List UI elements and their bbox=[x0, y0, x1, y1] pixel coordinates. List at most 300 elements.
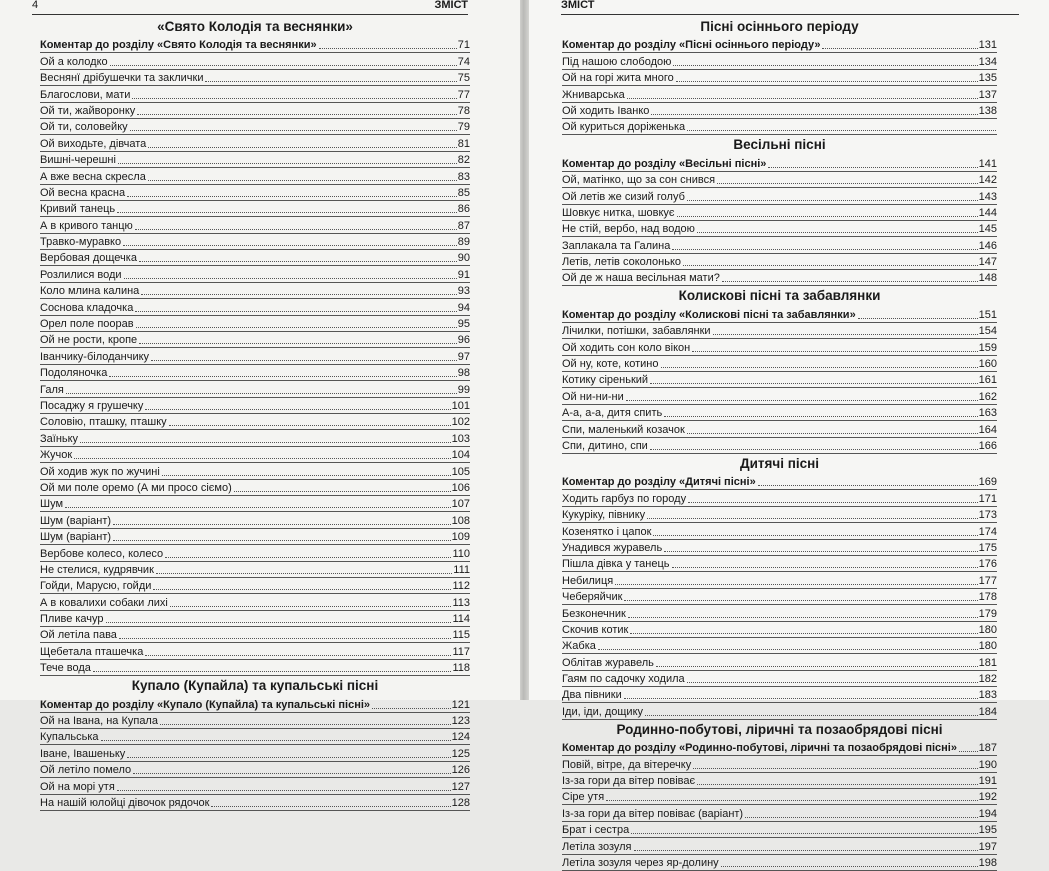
entry-page-number: 118 bbox=[452, 662, 470, 675]
entry-title: Ой де ж наша весільная мати? bbox=[562, 272, 720, 285]
entry-title: Вишні-черешні bbox=[40, 154, 116, 167]
toc-entry bbox=[562, 756, 997, 772]
toc-entry bbox=[40, 729, 470, 745]
entry-page-number: 78 bbox=[457, 104, 470, 117]
dot-leader bbox=[606, 800, 977, 801]
entry-title: Подоляночка bbox=[40, 367, 108, 380]
dot-leader bbox=[93, 671, 452, 672]
entry-page-number: 102 bbox=[451, 416, 470, 429]
entry-title: Повій, вітре, да вітеречку bbox=[562, 758, 692, 771]
toc-entry bbox=[562, 838, 997, 854]
entry-page-number: 187 bbox=[978, 742, 997, 755]
entry-page-number: 104 bbox=[451, 449, 470, 462]
toc-entry bbox=[562, 589, 997, 605]
dot-leader bbox=[647, 518, 978, 519]
entry-title: Коментар до розділу «Весільні пісні» bbox=[562, 157, 767, 170]
entry-page-number: 105 bbox=[451, 465, 470, 478]
toc-entry bbox=[562, 205, 997, 221]
entry-title: Коментар до розділу «Свято Колодія та веснянки» bbox=[40, 39, 317, 52]
entry-page-number: 108 bbox=[451, 514, 470, 527]
entry-page-number: 159 bbox=[978, 341, 997, 354]
entry-title: Жниварська bbox=[562, 88, 625, 101]
entry-page-number: 176 bbox=[978, 558, 997, 571]
entry-title: Облітав журавель bbox=[562, 656, 654, 669]
entry-title: Ой а колодко bbox=[40, 55, 108, 68]
toc-entry bbox=[40, 430, 470, 446]
dot-leader bbox=[123, 245, 457, 246]
section-commentary-entry bbox=[40, 696, 470, 712]
entry-page-number: 184 bbox=[978, 705, 997, 718]
entry-page-number: 86 bbox=[457, 203, 470, 216]
entry-title: Унадився журавель bbox=[562, 541, 663, 554]
dot-leader bbox=[697, 232, 978, 233]
dot-leader bbox=[133, 773, 450, 774]
entry-page-number: 117 bbox=[452, 645, 470, 658]
entry-title: Летіла зозуля через яр-долину bbox=[562, 856, 719, 869]
entry-page-number: 163 bbox=[978, 407, 997, 420]
entry-page-number: 192 bbox=[978, 791, 997, 804]
dot-leader bbox=[319, 48, 457, 49]
dot-leader bbox=[113, 524, 451, 525]
entry-page-number: 180 bbox=[978, 623, 997, 636]
dot-leader bbox=[148, 147, 456, 148]
entry-page-number: 169 bbox=[978, 476, 997, 489]
dot-leader bbox=[624, 698, 978, 699]
toc-entry bbox=[40, 778, 470, 794]
section-commentary-entry bbox=[562, 740, 997, 756]
toc-entry bbox=[562, 703, 997, 719]
toc-entry bbox=[40, 217, 470, 233]
dot-leader bbox=[664, 551, 977, 552]
entry-title: Ой ми поле оремо (А ми просо сіємо) bbox=[40, 481, 232, 494]
toc-entry bbox=[562, 438, 997, 454]
toc-entry bbox=[40, 365, 470, 381]
toc-entry bbox=[562, 172, 997, 188]
entry-title: Вербове колесо, колесо bbox=[40, 547, 164, 560]
entry-title: Із-за гори да вітер повіває bbox=[562, 775, 696, 788]
dot-leader bbox=[153, 589, 451, 590]
toc-entry bbox=[562, 540, 997, 556]
entry-page-number: 101 bbox=[451, 399, 470, 412]
toc-entry bbox=[562, 855, 997, 871]
toc-entry bbox=[40, 643, 470, 659]
entry-title: Ой ни-ни-ни bbox=[562, 390, 624, 403]
toc-entry bbox=[562, 388, 997, 404]
toc-entry bbox=[562, 119, 997, 135]
entry-title: Коментар до розділу «Дитячі пісні» bbox=[562, 476, 756, 489]
entry-page-number: 109 bbox=[451, 531, 470, 544]
toc-entry bbox=[40, 512, 470, 528]
toc-entry bbox=[562, 507, 997, 523]
entry-title: Котику сіренький bbox=[562, 374, 649, 387]
toc-entry bbox=[562, 822, 997, 838]
running-head-title: ЗМІСТ bbox=[434, 0, 468, 11]
entry-title: Кривий танець bbox=[40, 203, 116, 216]
toc-entry bbox=[562, 622, 997, 638]
dot-leader bbox=[677, 216, 978, 217]
toc-entry bbox=[40, 578, 470, 594]
dot-leader bbox=[137, 114, 456, 115]
toc-entry bbox=[562, 654, 997, 670]
running-head bbox=[32, 0, 468, 15]
dot-leader bbox=[110, 65, 457, 66]
entry-page-number: 137 bbox=[978, 88, 997, 101]
entry-title: Ой летіло помело bbox=[40, 764, 132, 777]
entry-title: Жучок bbox=[40, 449, 73, 462]
entry-page-number: 154 bbox=[978, 325, 997, 338]
entry-title: Шум (варіант) bbox=[40, 531, 112, 544]
toc-entry bbox=[40, 201, 470, 217]
entry-page-number: 91 bbox=[457, 268, 470, 281]
left-page bbox=[0, 0, 520, 809]
dot-leader bbox=[626, 400, 978, 401]
dot-leader bbox=[145, 655, 451, 656]
toc-entry bbox=[40, 53, 470, 69]
toc-entry bbox=[40, 762, 470, 778]
entry-title: Гаям по садочку ходила bbox=[562, 673, 685, 686]
dot-leader bbox=[205, 81, 456, 82]
toc-entry bbox=[562, 339, 997, 355]
toc-entry bbox=[562, 221, 997, 237]
dot-leader bbox=[687, 130, 996, 131]
entry-page-number: 175 bbox=[978, 541, 997, 554]
dot-leader bbox=[624, 600, 977, 601]
entry-title: Коментар до розділу «Купало (Купайла) та купальські пісні» bbox=[40, 698, 371, 711]
toc-entry bbox=[562, 103, 997, 119]
toc-entry bbox=[562, 405, 997, 421]
entry-title: Веснянї дрібушечки та заклички bbox=[40, 72, 204, 85]
entry-title: Сіре утя bbox=[562, 791, 605, 804]
entry-title: А вже весна скресла bbox=[40, 170, 146, 183]
entry-page-number: 179 bbox=[978, 607, 997, 620]
toc-entry bbox=[40, 168, 470, 184]
section-commentary-entry bbox=[562, 155, 997, 171]
toc-entry bbox=[40, 627, 470, 643]
dot-leader bbox=[160, 724, 451, 725]
dot-leader bbox=[148, 180, 457, 181]
entry-title: Жабка bbox=[562, 640, 596, 653]
entry-title: Козенятко і цапок bbox=[562, 525, 652, 538]
entry-page-number: 138 bbox=[978, 104, 997, 117]
entry-title: Ой ходить Іванко bbox=[562, 104, 650, 117]
dot-leader bbox=[132, 98, 456, 99]
dot-leader bbox=[372, 708, 451, 709]
right-page bbox=[529, 0, 1049, 869]
toc-entry bbox=[40, 266, 470, 282]
entry-page-number: 195 bbox=[978, 824, 997, 837]
dot-leader bbox=[151, 360, 457, 361]
toc-entry bbox=[562, 490, 997, 506]
dot-leader bbox=[598, 649, 978, 650]
dot-leader bbox=[130, 130, 457, 131]
entry-title: Ой летіла пава bbox=[40, 629, 117, 642]
entry-page-number: 123 bbox=[451, 715, 470, 728]
entry-page-number: 98 bbox=[457, 367, 470, 380]
dot-leader bbox=[127, 196, 457, 197]
entry-title: Соловію, пташку, пташку bbox=[40, 416, 167, 429]
dot-leader bbox=[135, 311, 456, 312]
dot-leader bbox=[113, 540, 451, 541]
entry-title: Соснова кладочка bbox=[40, 301, 134, 314]
toc-entry bbox=[562, 572, 997, 588]
section-commentary-entry bbox=[40, 37, 470, 53]
dot-leader bbox=[650, 449, 978, 450]
book-gutter bbox=[520, 0, 529, 700]
dot-leader bbox=[745, 817, 978, 818]
entry-title: Не стелися, кудрявчик bbox=[40, 563, 154, 576]
dot-leader bbox=[687, 682, 978, 683]
entry-page-number: 128 bbox=[451, 796, 470, 809]
dot-leader bbox=[139, 343, 457, 344]
entry-page-number: 93 bbox=[457, 285, 470, 298]
entry-title: Чеберяйчик bbox=[562, 591, 623, 604]
toc-entry bbox=[562, 53, 997, 69]
toc-entry bbox=[40, 316, 470, 332]
toc-entry bbox=[40, 332, 470, 348]
entry-title: Галя bbox=[40, 383, 64, 396]
toc-entry bbox=[562, 237, 997, 253]
entry-title: Ой, матінко, що за сон снився bbox=[562, 174, 716, 187]
entry-page-number: 94 bbox=[457, 301, 470, 314]
entry-page-number: 90 bbox=[457, 252, 470, 265]
toc-entry bbox=[40, 283, 470, 299]
entry-page-number: 121 bbox=[451, 698, 470, 711]
entry-page-number: 125 bbox=[451, 747, 470, 760]
entry-title: Гойди, Марусю, гойди bbox=[40, 580, 152, 593]
dot-leader bbox=[672, 567, 978, 568]
dot-leader bbox=[211, 806, 450, 807]
toc-entry bbox=[40, 86, 470, 102]
entry-page-number: 182 bbox=[978, 673, 997, 686]
entry-title: Заїньку bbox=[40, 432, 79, 445]
dot-leader bbox=[858, 318, 978, 319]
entry-page-number: 146 bbox=[978, 239, 997, 252]
entry-page-number: 134 bbox=[978, 55, 997, 68]
dot-leader bbox=[80, 442, 451, 443]
dot-leader bbox=[713, 334, 978, 335]
dot-leader bbox=[693, 768, 977, 769]
toc-entry bbox=[40, 103, 470, 119]
entry-page-number: 87 bbox=[457, 219, 470, 232]
toc-entry bbox=[562, 805, 997, 821]
entry-title: Ой на горі жита много bbox=[562, 72, 674, 85]
entry-title: Шум bbox=[40, 498, 64, 511]
dot-leader bbox=[822, 48, 977, 49]
toc-entry bbox=[40, 381, 470, 397]
entry-page-number: 166 bbox=[978, 439, 997, 452]
dot-leader bbox=[74, 458, 450, 459]
dot-leader bbox=[139, 261, 457, 262]
entry-title: Ой ходить сон коло вікон bbox=[562, 341, 691, 354]
entry-title: Розлилися води bbox=[40, 268, 122, 281]
entry-title: Ой на морі утя bbox=[40, 780, 115, 793]
page-number: 4 bbox=[32, 0, 39, 11]
dot-leader bbox=[124, 278, 457, 279]
toc-entry bbox=[562, 70, 997, 86]
entry-title: Ой на Івана, на Купала bbox=[40, 715, 158, 728]
toc-entry bbox=[562, 605, 997, 621]
entry-title: Купальська bbox=[40, 731, 99, 744]
toc-entry bbox=[562, 254, 997, 270]
entry-title: Кукуріку, півнику bbox=[562, 509, 646, 522]
dot-leader bbox=[106, 622, 452, 623]
toc-entry bbox=[40, 745, 470, 761]
entry-page-number: 124 bbox=[451, 731, 470, 744]
toc-entry bbox=[40, 496, 470, 512]
entry-page-number: 79 bbox=[457, 121, 470, 134]
dot-leader bbox=[722, 281, 978, 282]
dot-leader bbox=[162, 475, 451, 476]
dot-leader bbox=[630, 633, 977, 634]
toc-entry bbox=[40, 480, 470, 496]
dot-leader bbox=[127, 757, 450, 758]
dot-leader bbox=[615, 584, 977, 585]
dot-leader bbox=[683, 265, 978, 266]
entry-page-number: 106 bbox=[451, 481, 470, 494]
entry-title: На нашій юлойці дівочок рядочок bbox=[40, 796, 210, 809]
entry-title: Ой ходив жук по жучині bbox=[40, 465, 160, 478]
entry-title: Скочив котик bbox=[562, 623, 629, 636]
entry-page-number: 114 bbox=[452, 613, 470, 626]
entry-page-number: 112 bbox=[452, 580, 470, 593]
entry-page-number: 96 bbox=[457, 334, 470, 347]
toc-entry bbox=[562, 188, 997, 204]
toc-entry bbox=[40, 414, 470, 430]
entry-title: Посаджу я грушечку bbox=[40, 399, 144, 412]
toc-entry bbox=[40, 70, 470, 86]
toc-entry bbox=[40, 119, 470, 135]
toc-entry bbox=[562, 687, 997, 703]
toc-entry bbox=[40, 594, 470, 610]
toc-entry bbox=[562, 372, 997, 388]
entry-page-number: 89 bbox=[457, 236, 470, 249]
dot-leader bbox=[66, 393, 457, 394]
entry-title: Іванчику-білоданчику bbox=[40, 350, 150, 363]
toc-entry bbox=[40, 795, 470, 811]
toc-entry bbox=[40, 299, 470, 315]
dot-leader bbox=[673, 65, 977, 66]
entry-title: Із-за гори да вітер повіває (варіант) bbox=[562, 807, 744, 820]
dot-leader bbox=[687, 200, 978, 201]
entry-title: Ой не рости, кропе bbox=[40, 334, 138, 347]
dot-leader bbox=[717, 183, 978, 184]
entry-title: Вербовая дощечка bbox=[40, 252, 137, 265]
entry-title: Коментар до розділу «Колискові пісні та забавлянки» bbox=[562, 308, 856, 321]
dot-leader bbox=[165, 557, 451, 558]
entry-title: Коментар до розділу «Родинно-побутові, ліричні та позаобрядові пісні» bbox=[562, 742, 957, 755]
entry-page-number: 127 bbox=[451, 780, 470, 793]
dot-leader bbox=[721, 866, 978, 867]
entry-page-number: 177 bbox=[978, 574, 997, 587]
dot-leader bbox=[145, 409, 450, 410]
toc-column-right bbox=[562, 17, 997, 871]
toc-entry bbox=[40, 562, 470, 578]
section-commentary-entry bbox=[562, 474, 997, 490]
entry-page-number: 81 bbox=[457, 137, 470, 150]
entry-title: Ой виходьте, дівчата bbox=[40, 137, 147, 150]
entry-page-number: 198 bbox=[978, 856, 997, 869]
entry-page-number: 190 bbox=[978, 758, 997, 771]
toc-entry bbox=[40, 545, 470, 561]
entry-page-number: 160 bbox=[978, 358, 997, 371]
entry-page-number: 110 bbox=[452, 547, 470, 560]
section-commentary-entry bbox=[562, 37, 997, 53]
entry-page-number: 95 bbox=[457, 318, 470, 331]
dot-leader bbox=[959, 751, 978, 752]
entry-title: Ой ну, коте, котино bbox=[562, 358, 659, 371]
entry-title: Іване, Івашеньку bbox=[40, 747, 126, 760]
entry-title: Шовкує нитка, шовкує bbox=[562, 206, 675, 219]
entry-page-number: 99 bbox=[457, 383, 470, 396]
dot-leader bbox=[672, 249, 977, 250]
entry-page-number: 75 bbox=[457, 72, 470, 85]
toc-entry bbox=[40, 135, 470, 151]
entry-title: Ой весна красна bbox=[40, 186, 126, 199]
entry-title: Безконечник bbox=[562, 607, 626, 620]
entry-title: Щебетала пташечка bbox=[40, 645, 144, 658]
entry-title: А в ковалихи собаки лихі bbox=[40, 596, 168, 609]
entry-title: Коло млина калина bbox=[40, 285, 140, 298]
dot-leader bbox=[156, 573, 452, 574]
dot-leader bbox=[661, 367, 978, 368]
dot-leader bbox=[117, 790, 451, 791]
running-head-title: ЗМІСТ bbox=[561, 0, 595, 11]
entry-title: Ой куриться доріженька bbox=[562, 121, 686, 134]
entry-page-number: 71 bbox=[457, 39, 470, 52]
entry-page-number: 77 bbox=[457, 88, 470, 101]
entry-title: Заплакала та Галина bbox=[562, 239, 671, 252]
entry-page-number: 141 bbox=[978, 157, 997, 170]
entry-title: Спи, маленький козачок bbox=[562, 423, 685, 436]
toc-entry bbox=[40, 447, 470, 463]
dot-leader bbox=[136, 327, 457, 328]
toc-entry bbox=[562, 773, 997, 789]
dot-leader bbox=[634, 850, 978, 851]
toc-entry bbox=[40, 660, 470, 676]
section-heading: Родинно-побутові, ліричні та позаобрядові пісні bbox=[616, 721, 943, 737]
dot-leader bbox=[234, 491, 451, 492]
toc-column-left bbox=[40, 17, 470, 811]
entry-title: Благослови, мати bbox=[40, 88, 131, 101]
toc-entry bbox=[40, 713, 470, 729]
entry-page-number: 174 bbox=[978, 525, 997, 538]
entry-title: Ходить гарбуз по городу bbox=[562, 492, 687, 505]
entry-page-number: 83 bbox=[457, 170, 470, 183]
entry-page-number: 107 bbox=[451, 498, 470, 511]
dot-leader bbox=[135, 229, 457, 230]
entry-page-number: 113 bbox=[452, 596, 470, 609]
dot-leader bbox=[117, 212, 457, 213]
dot-leader bbox=[697, 784, 978, 785]
dot-leader bbox=[656, 666, 978, 667]
entry-page-number: 103 bbox=[451, 432, 470, 445]
toc-entry bbox=[40, 463, 470, 479]
dot-leader bbox=[768, 167, 977, 168]
dot-leader bbox=[692, 351, 977, 352]
toc-entry bbox=[40, 152, 470, 168]
entry-page-number: 147 bbox=[978, 256, 997, 269]
section-heading: Колискові пісні та забавлянки bbox=[678, 288, 881, 304]
toc-entry bbox=[40, 611, 470, 627]
entry-title: Шум (варіант) bbox=[40, 514, 112, 527]
toc-entry bbox=[40, 234, 470, 250]
section-commentary-entry bbox=[562, 306, 997, 322]
dot-leader bbox=[628, 617, 978, 618]
toc-entry bbox=[562, 789, 997, 805]
entry-page-number: 142 bbox=[978, 174, 997, 187]
running-head bbox=[561, 0, 1019, 15]
dot-leader bbox=[645, 715, 978, 716]
